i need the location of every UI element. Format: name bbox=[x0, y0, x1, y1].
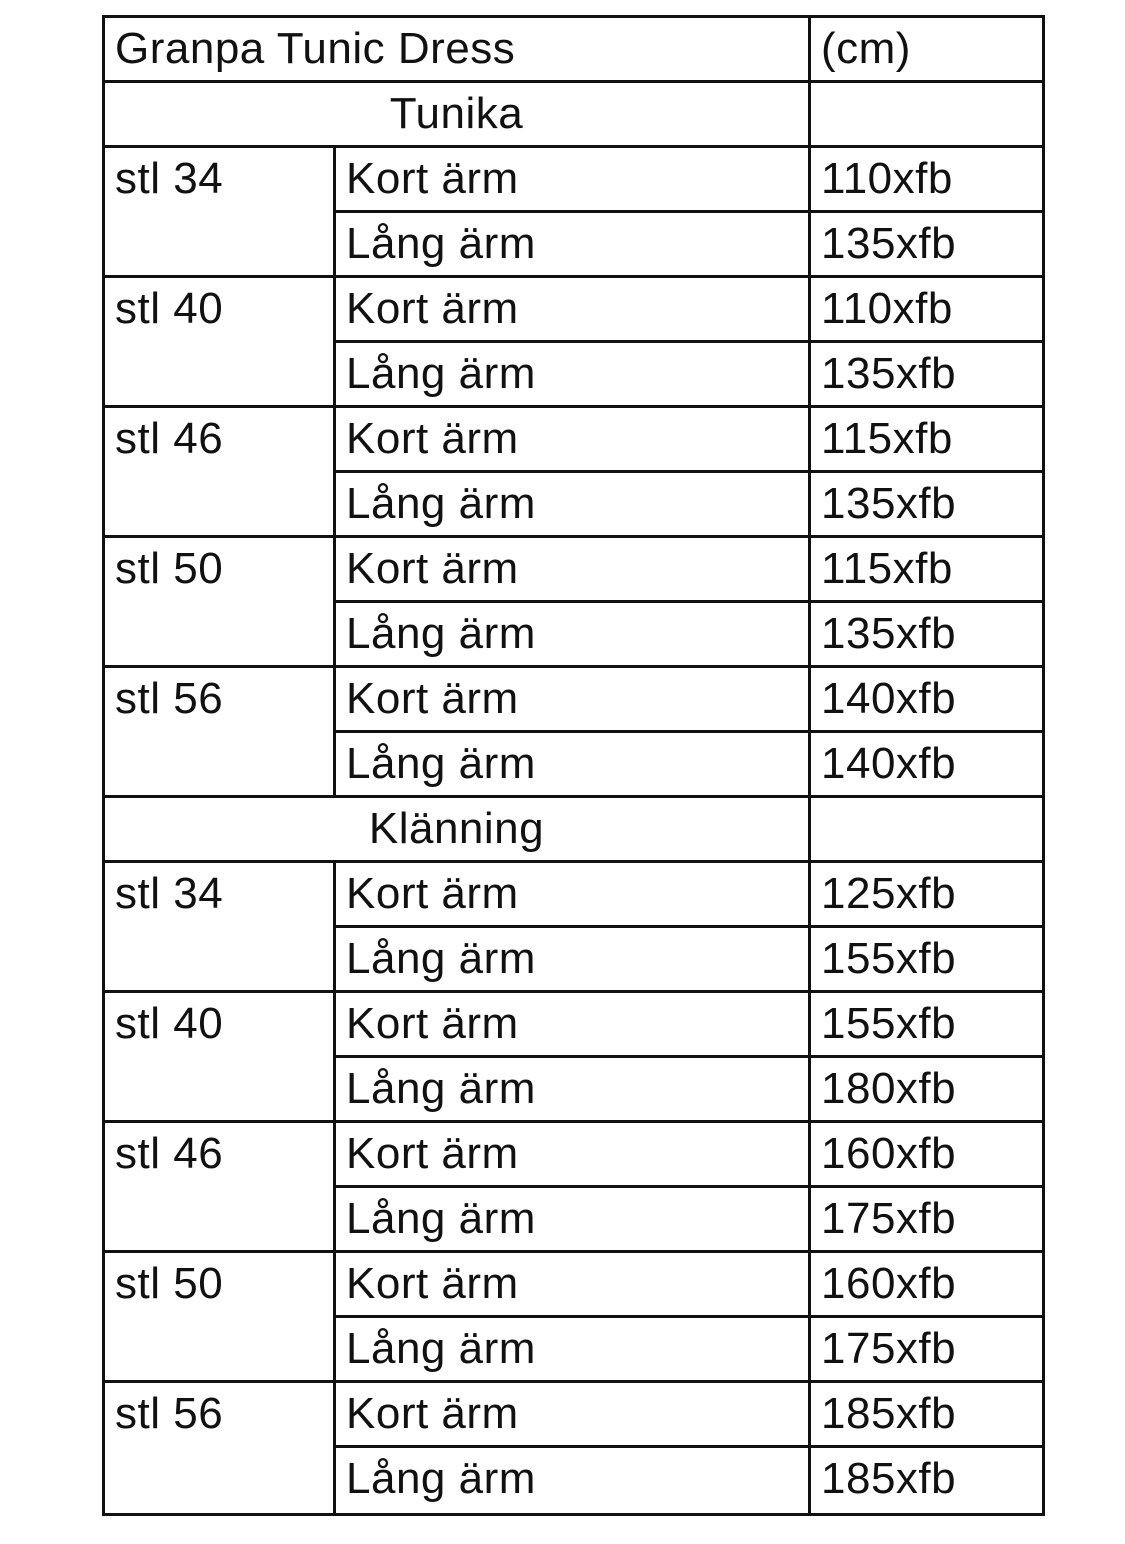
size-cell: stl 56 bbox=[105, 1383, 336, 1448]
fabric-amount-cell: 155xfb bbox=[811, 993, 1042, 1058]
fabric-amount-cell: 135xfb bbox=[811, 603, 1042, 668]
fabric-amount-cell: 135xfb bbox=[811, 343, 1042, 408]
fabric-amount-cell: 125xfb bbox=[811, 863, 1042, 928]
size-cell bbox=[105, 603, 336, 668]
fabric-amount-cell: 110xfb bbox=[811, 148, 1042, 213]
sleeve-cell: Kort ärm bbox=[336, 1253, 811, 1318]
sleeve-cell: Kort ärm bbox=[336, 668, 811, 733]
fabric-amount-cell: 140xfb bbox=[811, 668, 1042, 733]
size-cell bbox=[105, 343, 336, 408]
fabric-amount-cell: 180xfb bbox=[811, 1058, 1042, 1123]
sleeve-cell: Kort ärm bbox=[336, 148, 811, 213]
fabric-amount-cell: 110xfb bbox=[811, 278, 1042, 343]
fabric-amount-cell: 140xfb bbox=[811, 733, 1042, 798]
size-cell: stl 50 bbox=[105, 538, 336, 603]
size-cell bbox=[105, 1058, 336, 1123]
fabric-amount-cell: 135xfb bbox=[811, 213, 1042, 278]
sleeve-cell: Kort ärm bbox=[336, 863, 811, 928]
section-heading: Klänning bbox=[105, 798, 811, 863]
sleeve-cell: Kort ärm bbox=[336, 278, 811, 343]
size-cell: stl 34 bbox=[105, 148, 336, 213]
size-cell: stl 50 bbox=[105, 1253, 336, 1318]
fabric-amount-cell: 115xfb bbox=[811, 538, 1042, 603]
fabric-amount-cell: 135xfb bbox=[811, 473, 1042, 538]
sleeve-cell: Kort ärm bbox=[336, 538, 811, 603]
size-cell bbox=[105, 733, 336, 798]
section-heading-blank bbox=[811, 83, 1042, 148]
size-cell bbox=[105, 1448, 336, 1513]
size-cell bbox=[105, 1318, 336, 1383]
size-cell: stl 56 bbox=[105, 668, 336, 733]
section-heading-blank bbox=[811, 798, 1042, 863]
fabric-amount-cell: 175xfb bbox=[811, 1188, 1042, 1253]
sleeve-cell: Lång ärm bbox=[336, 1448, 811, 1513]
sleeve-cell: Lång ärm bbox=[336, 603, 811, 668]
size-cell: stl 40 bbox=[105, 993, 336, 1058]
sleeve-cell: Lång ärm bbox=[336, 733, 811, 798]
fabric-amount-cell: 155xfb bbox=[811, 928, 1042, 993]
size-cell bbox=[105, 928, 336, 993]
size-cell: stl 46 bbox=[105, 408, 336, 473]
fabric-amount-cell: 185xfb bbox=[821, 1454, 957, 1503]
size-cell: stl 34 bbox=[105, 863, 336, 928]
fabric-amount-cell: 160xfb bbox=[811, 1123, 1042, 1188]
sleeve-cell: Kort ärm bbox=[336, 408, 811, 473]
section-heading: Tunika bbox=[105, 83, 811, 148]
sleeve-cell: Lång ärm bbox=[336, 213, 811, 278]
size-cell bbox=[105, 473, 336, 538]
sleeve-cell: Lång ärm bbox=[336, 1058, 811, 1123]
sleeve-cell: Lång ärm bbox=[336, 1318, 811, 1383]
size-cell bbox=[105, 1188, 336, 1253]
fabric-amount-cell: 185xfb bbox=[811, 1383, 1042, 1448]
unit-label: (cm) bbox=[811, 18, 1042, 83]
fabric-amount-cell: 175xfb bbox=[811, 1318, 1042, 1383]
fabric-amount-cell: 115xfb bbox=[811, 408, 1042, 473]
size-cell: stl 46 bbox=[105, 1123, 336, 1188]
sleeve-cell: Lång ärm bbox=[336, 473, 811, 538]
fabric-amount-cell: 160xfb bbox=[811, 1253, 1042, 1318]
sleeve-cell: Lång ärm bbox=[336, 928, 811, 993]
sleeve-cell: Kort ärm bbox=[336, 993, 811, 1058]
sleeve-cell: Kort ärm bbox=[336, 1383, 811, 1448]
sleeve-cell: Kort ärm bbox=[336, 1123, 811, 1188]
sleeve-cell: Lång ärm bbox=[336, 1188, 811, 1253]
size-cell: stl 40 bbox=[105, 278, 336, 343]
sleeve-cell: Lång ärm bbox=[336, 343, 811, 408]
size-cell bbox=[105, 213, 336, 278]
table-title: Granpa Tunic Dress bbox=[105, 18, 811, 83]
fabric-requirements-table bbox=[102, 15, 1045, 1516]
